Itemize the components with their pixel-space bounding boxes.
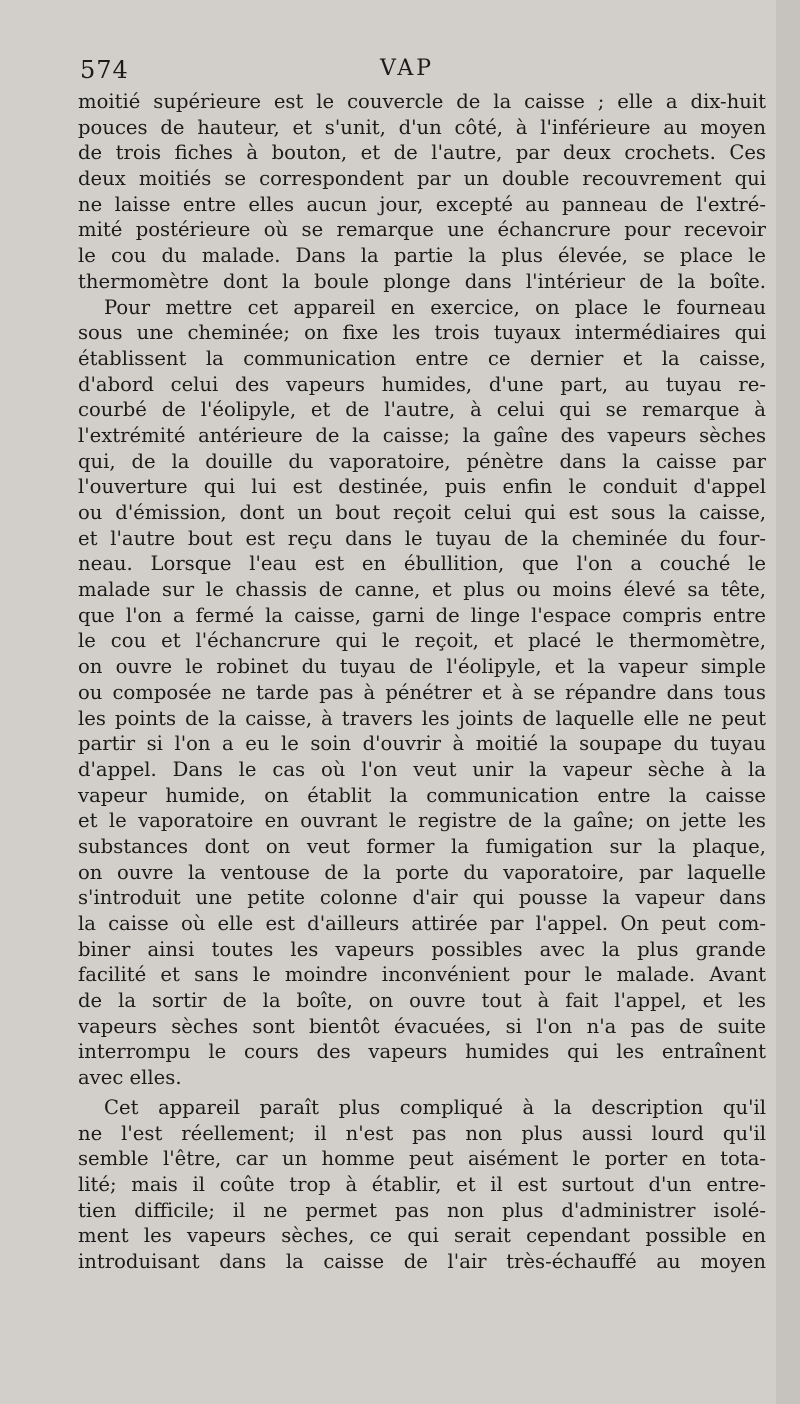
text-line: tien difficile; il ne permet pas non plus d'administrer isolé- bbox=[78, 1198, 766, 1222]
text-line: deux moitiés se correspondent par un double recouvrement qui bbox=[78, 167, 766, 191]
text-line: malade sur le chassis de canne, et plus ou moins élevé sa tête, bbox=[78, 578, 766, 602]
page-edge-shade bbox=[776, 0, 800, 1404]
paragraph bbox=[78, 1095, 766, 1275]
text-line: substances dont on veut former la fumigation sur la plaque, bbox=[78, 834, 766, 858]
text-line: qui, de la douille du vaporatoire, pénètre dans la caisse par bbox=[78, 449, 766, 473]
text-line: et le vaporatoire en ouvrant le registre de la gaîne; on jette les bbox=[78, 809, 766, 833]
text-line: les points de la caisse, à travers les joints de laquelle elle ne peut bbox=[78, 706, 766, 730]
text-line: vapeurs sèches sont bientôt évacuées, si l'on n'a pas de suite bbox=[78, 1014, 766, 1038]
text-line: ou composée ne tarde pas à pénétrer et à se répandre dans tous bbox=[78, 680, 766, 704]
text-line: on ouvre la ventouse de la porte du vaporatoire, par laquelle bbox=[78, 860, 766, 884]
text-line: biner ainsi toutes les vapeurs possibles avec la plus grande bbox=[78, 937, 766, 961]
text-line: le cou du malade. Dans la partie la plus élevée, se place le bbox=[78, 244, 766, 268]
text-line: de trois fiches à bouton, et de l'autre, par deux crochets. Ces bbox=[78, 141, 766, 165]
text-line: mité postérieure où se remarque une échancrure pour recevoir bbox=[78, 218, 766, 242]
text-line: sous une cheminée; on fixe les trois tuyaux intermédiaires qui bbox=[78, 321, 766, 345]
text-line: pouces de hauteur, et s'unit, d'un côté, à l'inférieure au moyen bbox=[78, 115, 766, 139]
body-text bbox=[78, 89, 766, 1275]
text-line: l'ouverture qui lui est destinée, puis enfin le conduit d'appel bbox=[78, 475, 766, 499]
text-line: lité; mais il coûte trop à établir, et il est surtout d'un entre- bbox=[78, 1172, 766, 1196]
text-line: et l'autre bout est reçu dans le tuyau de la cheminée du four- bbox=[78, 526, 766, 550]
running-head: VAP bbox=[380, 56, 435, 81]
text-line: d'appel. Dans le cas où l'on veut unir la vapeur sèche à la bbox=[78, 757, 766, 781]
text-line: semble l'être, car un homme peut aisément le porter en tota- bbox=[78, 1147, 766, 1171]
text-line: que l'on a fermé la caisse, garni de linge l'espace compris entre bbox=[78, 603, 766, 627]
text-line: neau. Lorsque l'eau est en ébullition, que l'on a couché le bbox=[78, 552, 766, 576]
text-line: interrompu le cours des vapeurs humides qui les entraînent bbox=[78, 1040, 766, 1064]
text-line: moitié supérieure est le couvercle de la caisse ; elle a dix-huit bbox=[78, 90, 766, 113]
paragraph bbox=[78, 89, 766, 295]
text-line: d'abord celui des vapeurs humides, d'une part, au tuyau re- bbox=[78, 372, 766, 396]
text-line: ne laisse entre elles aucun jour, excepté au panneau de l'extré- bbox=[78, 192, 766, 216]
text-line: l'extrémité antérieure de la caisse; la gaîne des vapeurs sèches bbox=[78, 423, 766, 447]
text-line: on ouvre le robinet du tuyau de l'éolipyle, et la vapeur simple bbox=[78, 655, 766, 679]
text-line: partir si l'on a eu le soin d'ouvrir à moitié la soupape du tuyau bbox=[78, 732, 766, 756]
text-line: de la sortir de la boîte, on ouvre tout à fait l'appel, et les bbox=[78, 989, 766, 1013]
text-line: avec elles. bbox=[78, 1066, 182, 1090]
text-line: ment les vapeurs sèches, ce qui serait cependant possible en bbox=[78, 1224, 766, 1248]
text-line: thermomètre dont la boule plonge dans l'intérieur de la boîte. bbox=[78, 269, 766, 293]
text-line: Cet appareil paraît plus compliqué à la description qu'il bbox=[104, 1095, 766, 1119]
text-line: ou d'émission, dont un bout reçoit celui qui est sous la caisse, bbox=[78, 501, 766, 524]
text-line: courbé de l'éolipyle, et de l'autre, à celui qui se remarque à bbox=[78, 398, 766, 422]
text-line: la caisse où elle est d'ailleurs attirée par l'appel. On peut com- bbox=[78, 912, 766, 935]
text-line: le cou et l'échancrure qui le reçoit, et placé le thermomètre, bbox=[78, 629, 766, 653]
page-header bbox=[80, 56, 740, 86]
page-number: 574 bbox=[80, 56, 129, 84]
text-line: s'introduit une petite colonne d'air qui pousse la vapeur dans bbox=[78, 886, 766, 910]
text-line: facilité et sans le moindre inconvénient pour le malade. Avant bbox=[78, 963, 766, 987]
text-line: introduisant dans la caisse de l'air très-échauffé au moyen bbox=[78, 1249, 766, 1273]
text-line: ne l'est réellement; il n'est pas non plus aussi lourd qu'il bbox=[78, 1121, 766, 1145]
text-line: Pour mettre cet appareil en exercice, on place le fourneau bbox=[104, 295, 766, 319]
text-line: établissent la communication entre ce dernier et la caisse, bbox=[78, 346, 766, 370]
text-line: vapeur humide, on établit la communication entre la caisse bbox=[78, 783, 766, 807]
paragraph bbox=[78, 295, 766, 1091]
